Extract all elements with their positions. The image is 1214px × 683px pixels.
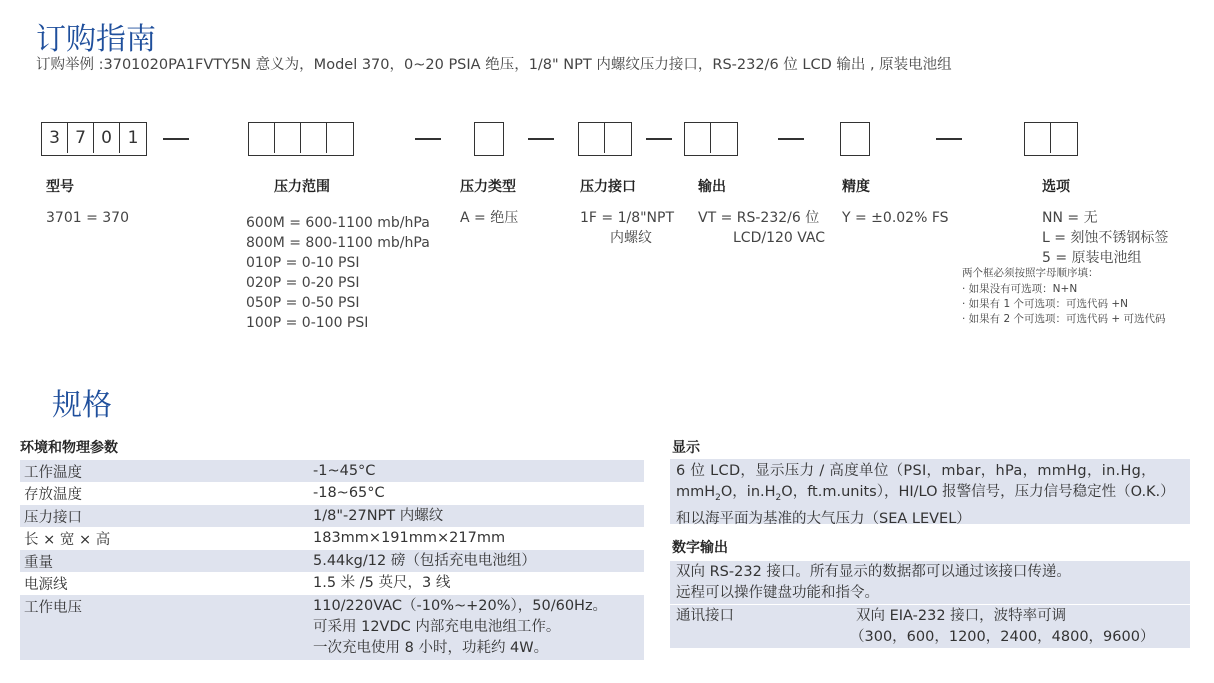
table-row	[20, 595, 644, 660]
options-note: · 如果没有可选项：N+N	[962, 283, 1078, 295]
range-value: 600M = 600-1100 mb/hPa	[246, 215, 430, 231]
port-box-group	[578, 122, 632, 156]
accuracy-code-boxes	[840, 122, 872, 156]
type-value: A = 绝压	[460, 210, 519, 226]
code-box	[840, 122, 870, 156]
row-label: 工作电压	[24, 600, 82, 616]
env-section-title: 环境和物理参数	[20, 440, 118, 456]
options-heading: 选项	[1042, 179, 1070, 195]
table-row	[20, 482, 644, 505]
code-box	[474, 122, 504, 156]
code-box	[327, 123, 353, 153]
separator-dash	[936, 138, 962, 140]
code-box	[711, 123, 737, 153]
separator-dash	[415, 138, 441, 140]
digital-line: 远程可以操作键盘功能和指令。	[676, 585, 879, 601]
table-row	[20, 460, 644, 482]
row-value-line: 一次充电使用 8 小时，功耗约 4W。	[313, 640, 549, 656]
separator-dash	[528, 138, 554, 140]
display-section-title: 显示	[672, 440, 700, 456]
model-digit-group	[41, 122, 147, 156]
row-label: 存放温度	[24, 487, 82, 503]
comm-row	[670, 627, 1190, 648]
code-box	[579, 123, 605, 153]
range-value: 010P = 0-10 PSI	[246, 255, 360, 271]
range-value: 100P = 0-100 PSI	[246, 315, 369, 331]
model-digit: 1	[127, 128, 139, 148]
display-subscript: 2	[775, 492, 782, 503]
port-code-boxes	[578, 122, 632, 156]
row-value: 1/8"-27NPT 内螺纹	[313, 508, 444, 524]
order-example: 订购举例 :3701020PA1FVTY5N 意义为，Model 370，0~20 PSIA 绝压，1/8" NPT 内螺纹压力接口，RS-232/6 位 LCD 输出 , 原装电池组	[36, 57, 952, 73]
spec-title: 规格	[52, 388, 112, 423]
env-table	[20, 460, 644, 660]
output-box-group	[684, 122, 738, 156]
digital-section-title: 数字输出	[672, 540, 728, 556]
display-line	[670, 482, 1190, 509]
accuracy-heading: 精度	[842, 179, 870, 195]
row-value: -18~65°C	[313, 485, 385, 501]
port-value: 1F = 1/8"NPT	[580, 210, 675, 226]
row-value: 183mm×191mm×217mm	[313, 530, 506, 546]
display-text: mmH	[676, 484, 716, 500]
display-text: O，in.H	[720, 484, 776, 500]
output-code-boxes	[684, 122, 738, 156]
range-box-group	[248, 122, 354, 156]
digital-box-comm	[670, 605, 1190, 648]
accuracy-value: Y = ±0.02% FS	[842, 210, 949, 226]
code-box	[275, 123, 301, 153]
model-digit: 0	[94, 123, 120, 153]
row-value: -1~45°C	[313, 463, 376, 479]
code-box	[249, 123, 275, 153]
row-label: 压力接口	[24, 510, 82, 526]
separator-dash	[163, 138, 189, 140]
model-code-boxes	[41, 122, 147, 156]
range-code-boxes	[248, 122, 354, 156]
table-row	[20, 527, 644, 550]
row-label: 电源线	[24, 577, 68, 593]
display-line: 和以海平面为基准的大气压力（SEA LEVEL）	[676, 510, 971, 527]
range-value: 020P = 0-20 PSI	[246, 275, 360, 291]
row-value	[313, 596, 607, 659]
code-box	[1051, 123, 1077, 153]
options-note: · 如果有 2 个可选项：可选代码 + 可选代码	[962, 313, 1166, 325]
options-note: · 如果有 1 个可选项：可选代码 +N	[962, 298, 1129, 310]
code-box	[1025, 123, 1051, 153]
model-digit: 7	[68, 123, 94, 153]
code-box	[301, 123, 327, 153]
row-value-line: 可采用 12VDC 内部充电电池组工作。	[313, 619, 561, 635]
page-title: 订购指南	[36, 22, 156, 57]
options-value: 5 = 原装电池组	[1042, 250, 1142, 266]
range-heading: 压力范围	[274, 179, 330, 195]
display-subscript: 2	[715, 492, 721, 503]
model-value: 3701 = 370	[46, 210, 129, 226]
table-row	[20, 572, 644, 595]
range-value: 050P = 0-50 PSI	[246, 295, 360, 311]
type-code-boxes	[474, 122, 506, 156]
code-box	[685, 123, 711, 153]
options-value: NN = 无	[1042, 210, 1098, 226]
output-value: VT = RS-232/6 位	[698, 210, 820, 226]
display-box	[670, 459, 1190, 527]
range-value: 800M = 800-1100 mb/hPa	[246, 235, 430, 251]
options-note: 两个框必须按照字母顺序填：	[962, 267, 1099, 279]
options-box-group	[1024, 122, 1078, 156]
row-label: 长 × 宽 × 高	[24, 532, 111, 548]
options-value: L = 刻蚀不锈钢标签	[1042, 230, 1169, 246]
separator-dash	[646, 138, 672, 140]
output-value: LCD/120 VAC	[733, 230, 826, 246]
row-value: 5.44kg/12 磅（包括充电电池组）	[313, 553, 536, 569]
comm-label: 通讯接口	[676, 608, 734, 624]
digital-line: 双向 RS-232 接口。所有显示的数据都可以通过该接口传递。	[676, 564, 1071, 580]
port-heading: 压力接口	[580, 179, 636, 195]
digital-box-top	[670, 561, 1190, 604]
display-line: 6 位 LCD，显示压力 / 高度单位（PSI，mbar，hPa，mmHg，in.Hg，	[676, 463, 1156, 479]
table-row	[20, 550, 644, 572]
separator-dash	[778, 138, 804, 140]
comm-value: （300，600，1200，2400，4800，9600）	[850, 629, 1155, 645]
options-code-boxes	[1024, 122, 1078, 156]
row-label: 工作温度	[24, 465, 82, 481]
table-row	[20, 505, 644, 527]
comm-row	[670, 606, 1190, 627]
display-text: O，ft.m.units），HI/LO 报警信号，压力信号稳定性（O.K.）	[781, 484, 1175, 500]
comm-value: 双向 EIA-232 接口，波特率可调	[856, 608, 1067, 624]
row-value-line: 110/220VAC（-10%~+20%），50/60Hz。	[313, 598, 608, 614]
code-box	[605, 123, 631, 153]
row-label: 重量	[24, 555, 53, 571]
output-heading: 输出	[698, 179, 726, 195]
row-value: 1.5 米 /5 英尺，3 线	[313, 575, 451, 591]
model-digit: 3	[42, 123, 68, 153]
type-heading: 压力类型	[460, 179, 516, 195]
model-heading: 型号	[46, 179, 74, 195]
port-value: 内螺纹	[610, 230, 652, 246]
